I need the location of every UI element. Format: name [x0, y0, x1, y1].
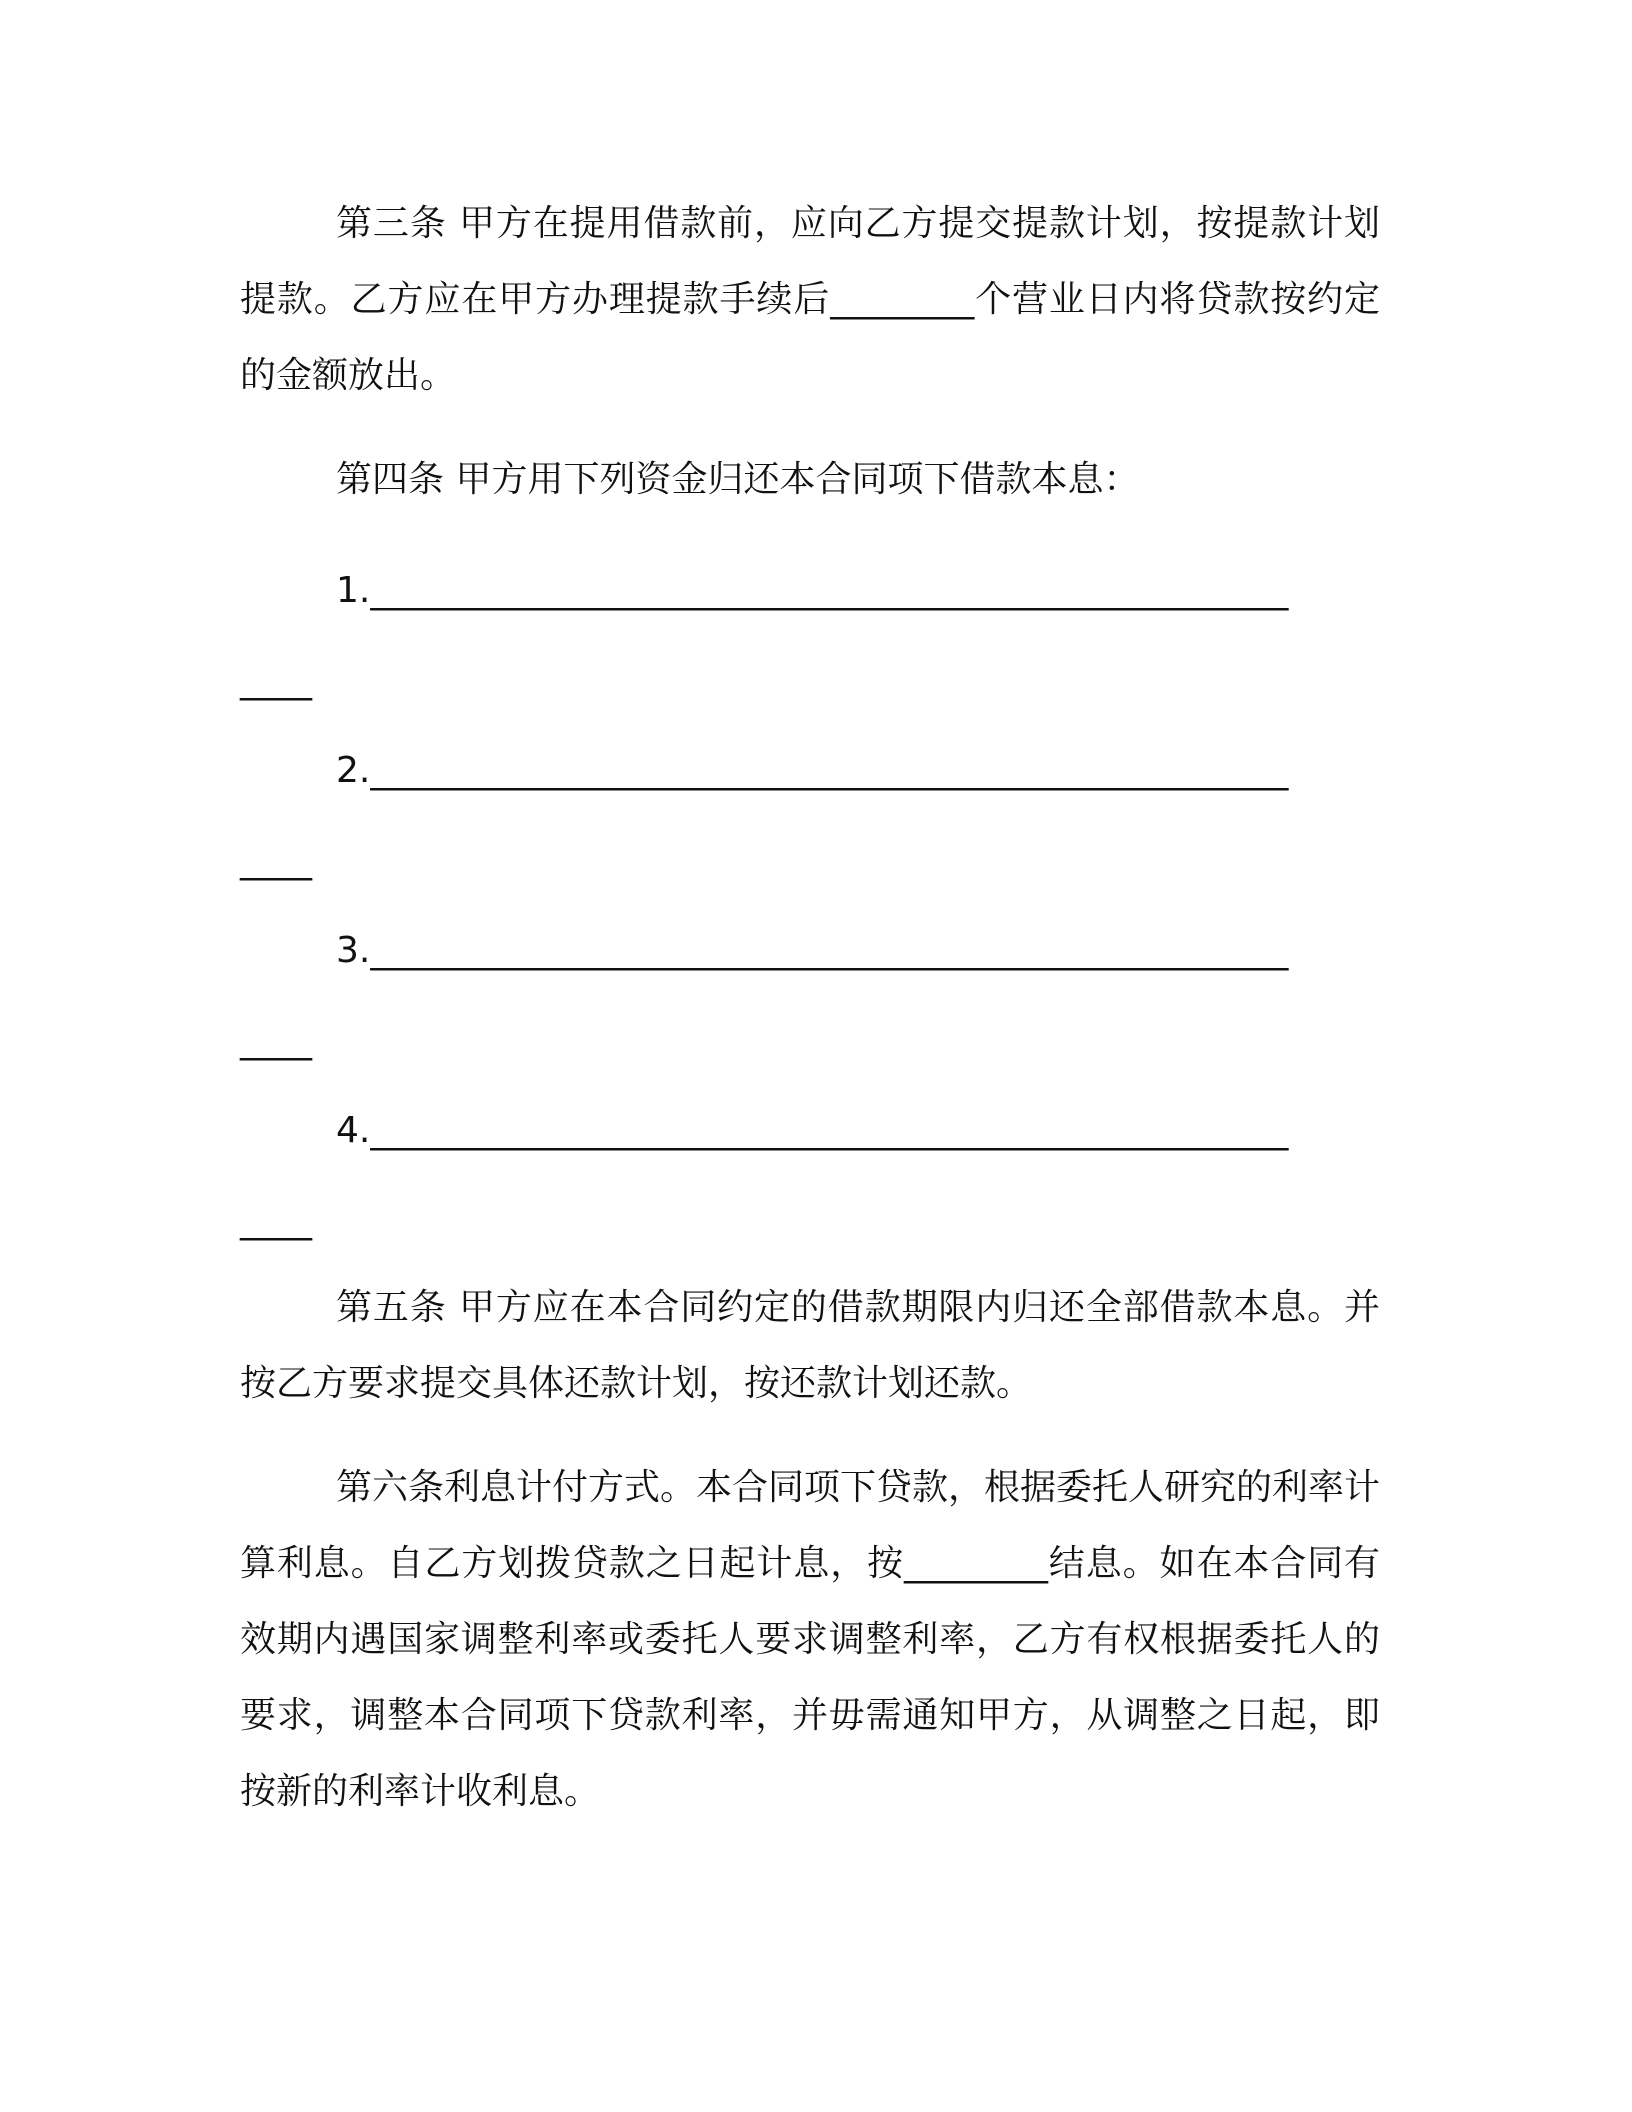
list-item — [240, 546, 1380, 726]
list-item — [240, 1086, 1380, 1266]
article-4: 第四条 甲方用下列资金归还本合同项下借款本息： — [336, 459, 1140, 500]
blank-line-continuation: ____ — [240, 660, 312, 701]
blank-line: 4.___________________________________________________ — [336, 1110, 1289, 1151]
blank-line: 2.___________________________________________________ — [336, 750, 1289, 791]
repayment-source-list — [240, 546, 1380, 1266]
blank-line-continuation: ____ — [240, 1020, 312, 1061]
article-6: 第六条利息计付方式。本合同项下贷款，根据委托人研究的利率计算利息。自乙方划拨贷款之日起计息，按________结息。如在本合同有效期内遇国家调整利率或委托人要求调整利率，乙方有权根据委托人的要求，调整本合同项下贷款利率，并毋需通知甲方，从调整之日起，即按新的利率计收利息。 — [240, 1467, 1381, 1812]
blank-line: 3.___________________________________________________ — [336, 930, 1289, 971]
blank-line-continuation: ____ — [240, 840, 312, 881]
article-5: 第五条 甲方应在本合同约定的借款期限内归还全部借款本息。并按乙方要求提交具体还款计划，按还款计划还款。 — [240, 1287, 1380, 1404]
document-body — [240, 186, 1380, 1858]
blank-line: 1.___________________________________________________ — [336, 570, 1289, 611]
list-item — [240, 906, 1380, 1086]
list-item — [240, 726, 1380, 906]
blank-line-continuation: ____ — [240, 1200, 312, 1241]
article-3: 第三条 甲方在提用借款前，应向乙方提交提款计划，按提款计划提款。乙方应在甲方办理提款手续后________个营业日内将贷款按约定的金额放出。 — [240, 203, 1380, 396]
